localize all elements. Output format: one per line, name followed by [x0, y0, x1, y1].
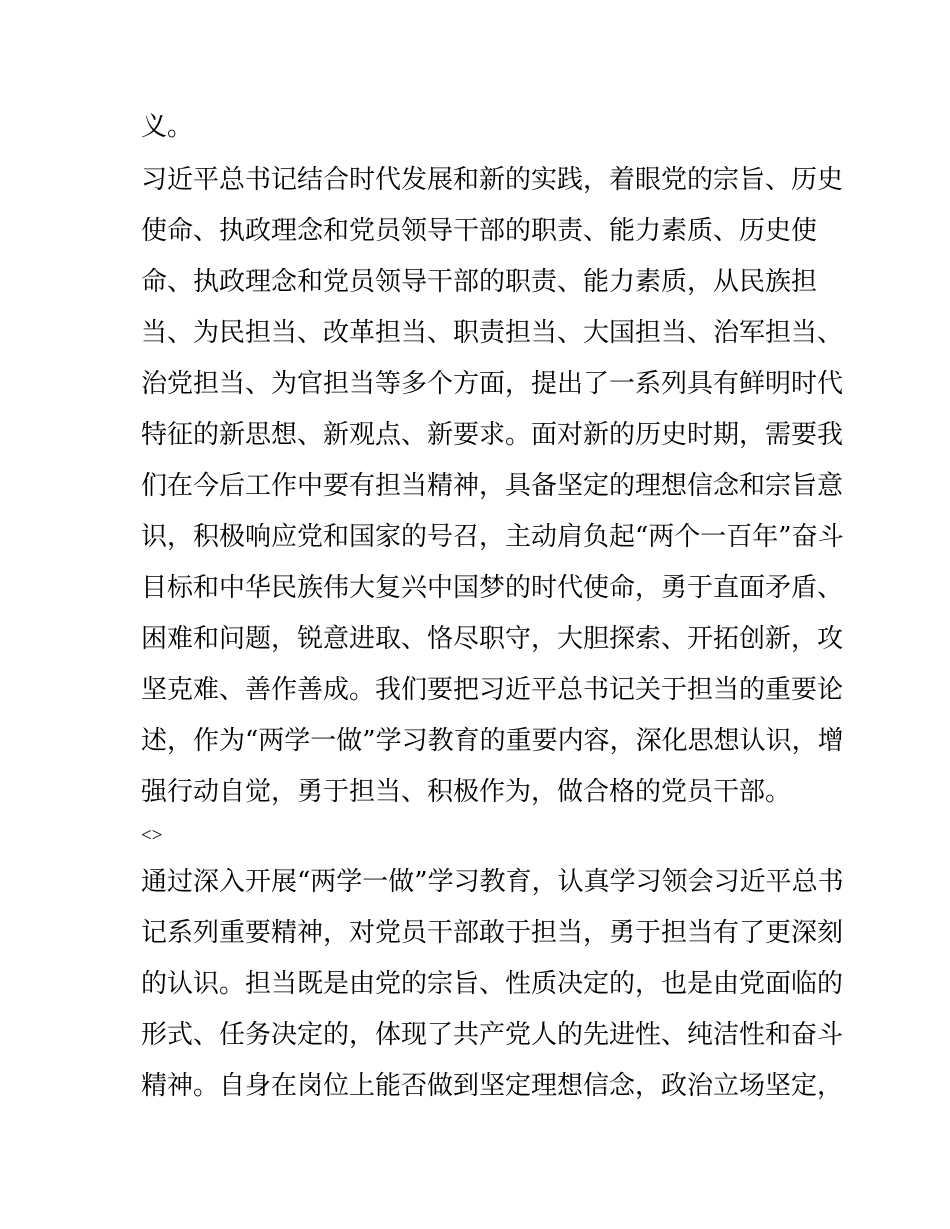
text-line: 记系列重要精神，对党员干部敢于担当，勇于担当有了更深刻 [141, 918, 844, 948]
text-line: 困难和问题，锐意进取、恪尽职守，大胆探索、开拓创新，攻 [141, 624, 844, 654]
text-line: 特征的新思想、新观点、新要求。面对新的历史时期，需要我 [141, 420, 844, 450]
text-line: 治党担当、为官担当等多个方面，提出了一系列具有鲜明时代 [141, 369, 844, 399]
text-line: 习近平总书记结合时代发展和新的实践，着眼党的宗旨、历史 [141, 165, 844, 195]
text-line: 们在今后工作中要有担当精神，具备坚定的理想信念和宗旨意 [141, 471, 844, 501]
text-line: 命、执政理念和党员领导干部的职责、能力素质，从民族担 [141, 267, 818, 297]
text-line: 当、为民担当、改革担当、职责担当、大国担当、治军担当、 [141, 318, 844, 348]
text-line: 坚克难、善作善成。我们要把习近平总书记关于担当的重要论 [141, 675, 844, 705]
text-line: 通过深入开展“两学一做”学习教育，认真学习领会习近平总书 [141, 867, 844, 897]
text-line: 目标和中华民族伟大复兴中国梦的时代使命，勇于直面矛盾、 [141, 573, 844, 603]
text-line: 的认识。担当既是由党的宗旨、性质决定的，也是由党面临的 [141, 969, 844, 999]
text-line: 精神。自身在岗位上能否做到坚定理想信念，政治立场坚定， [141, 1071, 844, 1101]
text-line: 义。 [141, 112, 194, 142]
text-line: 形式、任务决定的，体现了共产党人的先进性、纯洁性和奋斗 [141, 1020, 844, 1050]
text-line: 识，积极响应党和国家的号召，主动肩负起“两个一百年”奋斗 [141, 522, 844, 552]
text-line: 强行动自觉，勇于担当、积极作为，做合格的党员干部。 [141, 777, 792, 807]
text-line: 使命、执政理念和党员领导干部的职责、能力素质、历史使 [141, 216, 818, 246]
section-marker: <> [141, 825, 163, 846]
text-line: 述，作为“两学一做”学习教育的重要内容，深化思想认识，增 [141, 726, 844, 756]
